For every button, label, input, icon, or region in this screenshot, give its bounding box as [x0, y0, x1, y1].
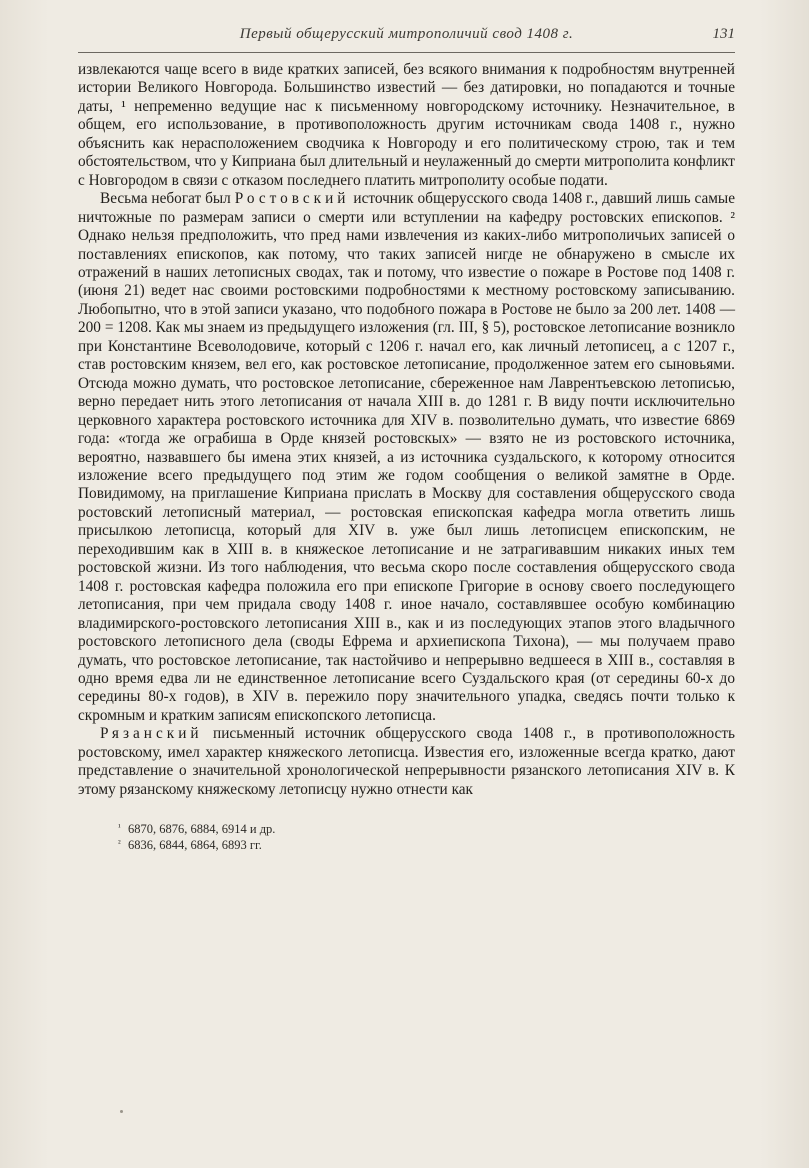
paragraph-rostov-source: [78, 190, 735, 725]
paragraph-novgorod-continuation: извлекаются чаще всего в виде кратких записей, без всякого внимания к подробностям внутренней истории Великого Новгорода. Большинство известий — без датировки, но попадаются и точные даты, ¹ непременно ведущие нас к письменному новгородскому источнику. Незначительное, в общем, его использование, в противоположность другим источникам свода 1408 г., нужно объяснить как нерасположением сводчика к Новгороду и его политическому строю, так и тем обстоятельством, что у Киприана был длительный и неулаженный до смерти митрополита конфликт с Новгородом в связи с отказом последнего платить митрополиту особые подати.: [78, 61, 735, 189]
running-title: Первый общерусский митрополичий свод 1408 г.: [239, 26, 574, 42]
paragraph-rostov-lead: Весьма небогат был: [100, 190, 235, 208]
spaced-term-rostov: Ростовский: [234, 190, 350, 208]
page-number: 131: [712, 26, 735, 42]
footnote-1: [118, 821, 735, 837]
body-text: [78, 61, 735, 799]
footnote-2: [118, 837, 735, 853]
footnote-1-mark: ¹: [118, 822, 121, 833]
footnote-1-text: 6870, 6876, 6884, 6914 и др.: [128, 822, 276, 837]
paragraph-ryazan-body: письменный источник общерусского свода 1408 г., в противоположность ростовскому, имел характер княжеского летописца. Известия его, изложенные всегда кратко, дают представление о значительной хронологической непрерывности рязанского летописания XIV в. К этому рязанскому княжескому летописцу нужно отнести как: [78, 725, 735, 798]
paragraph-ryazan-source: [78, 725, 735, 799]
print-speck-mark: [120, 1110, 123, 1113]
footnote-2-text: 6836, 6844, 6864, 6893 гг.: [128, 838, 262, 853]
spaced-term-ryazan: Рязанский: [100, 725, 203, 743]
paragraph-rostov-body: источник общерусского свода 1408 г., давший лишь самые ничтожные по размерам записи о смерти или вступлении на кафедру ростовских епископов. ² Однако нельзя предположить, что пред нами извлечения из каких-либо митрополичьих записей о поставлениях епископов, как потому, что таких записей нигде не обнаружено в смысле их отражений в наших летописных сводах, так и потому, что известие о пожаре в Ростове под 1408 г. (июня 21) ведет нас своими ростовскими подробностями к местному ростовскому записыванию. Любопытно, что в этой записи указано, что подобного пожара в Ростове не было за 200 лет. 1408 — 200 = 1208. Как мы знаем из предыдущего изложения (гл. III, § 5), ростовское летописание возникло при Константине Всеволодовиче, который с 1206 г. начал его, как личный летописец, а с 1207 г., став ростовским князем, вел его, как ростовское летописание, продолженное затем его сыновьями. Отсюда можно думать, что ростовское летописание, сбереженное нам Лаврентьевскою летописью, верно передает нить этого летописания от начала XIII в. до 1281 г. В виду почти исключительно церковного характера ростовского источника для XIV в. позволительно думать, что известие 6869 года: «тогда же ограбиша в Орде князей ростовскых» — взято не из ростовского источника, вероятно, назвавшего бы имена этих князей, а из источника суздальского, к которому относится изложение всего предыдущего под этим же годом сообщения о великой замятне в Орде. Повидимому, на приглашение Киприана прислать в Москву для составления общерусского свода ростовский летописный материал, — ростовская епископская кафедра могла ответить лишь присылкою летописца, который для XIV в. уже был лишь летописцем епископским, не переходившим как в XIII в. в княжеское летописание и не затрагивавшим никаких иных тем ростовской жизни. Из того наблюдения, что весьма скоро после составления общерусского свода 1408 г. ростовская кафедра положила его при епископе Григорие в основу своего последующего летописания, при чем придала своду 1408 г. иное начало, составлявшее особую комбинацию владимирского-ростовского летописания XIII в., как и из последующих этапов этого владычного ростовского летописного дела (своды Ефрема и архиепископа Тихона), — мы получаем право думать, что ростовское летописание, так настойчиво и непрерывно ведшееся в XIII в., составляя в одно время едва ли не единственное летописание всего Суздальского края (от середины 60-х до середины 80-х годов), в XIV в. пережило пору значительного упадка, сведясь почти только к скромным и кратким записям епископского летописца.: [78, 190, 735, 724]
running-header: [78, 22, 735, 53]
footnotes: [118, 821, 735, 853]
footnote-2-mark: ²: [118, 838, 121, 849]
